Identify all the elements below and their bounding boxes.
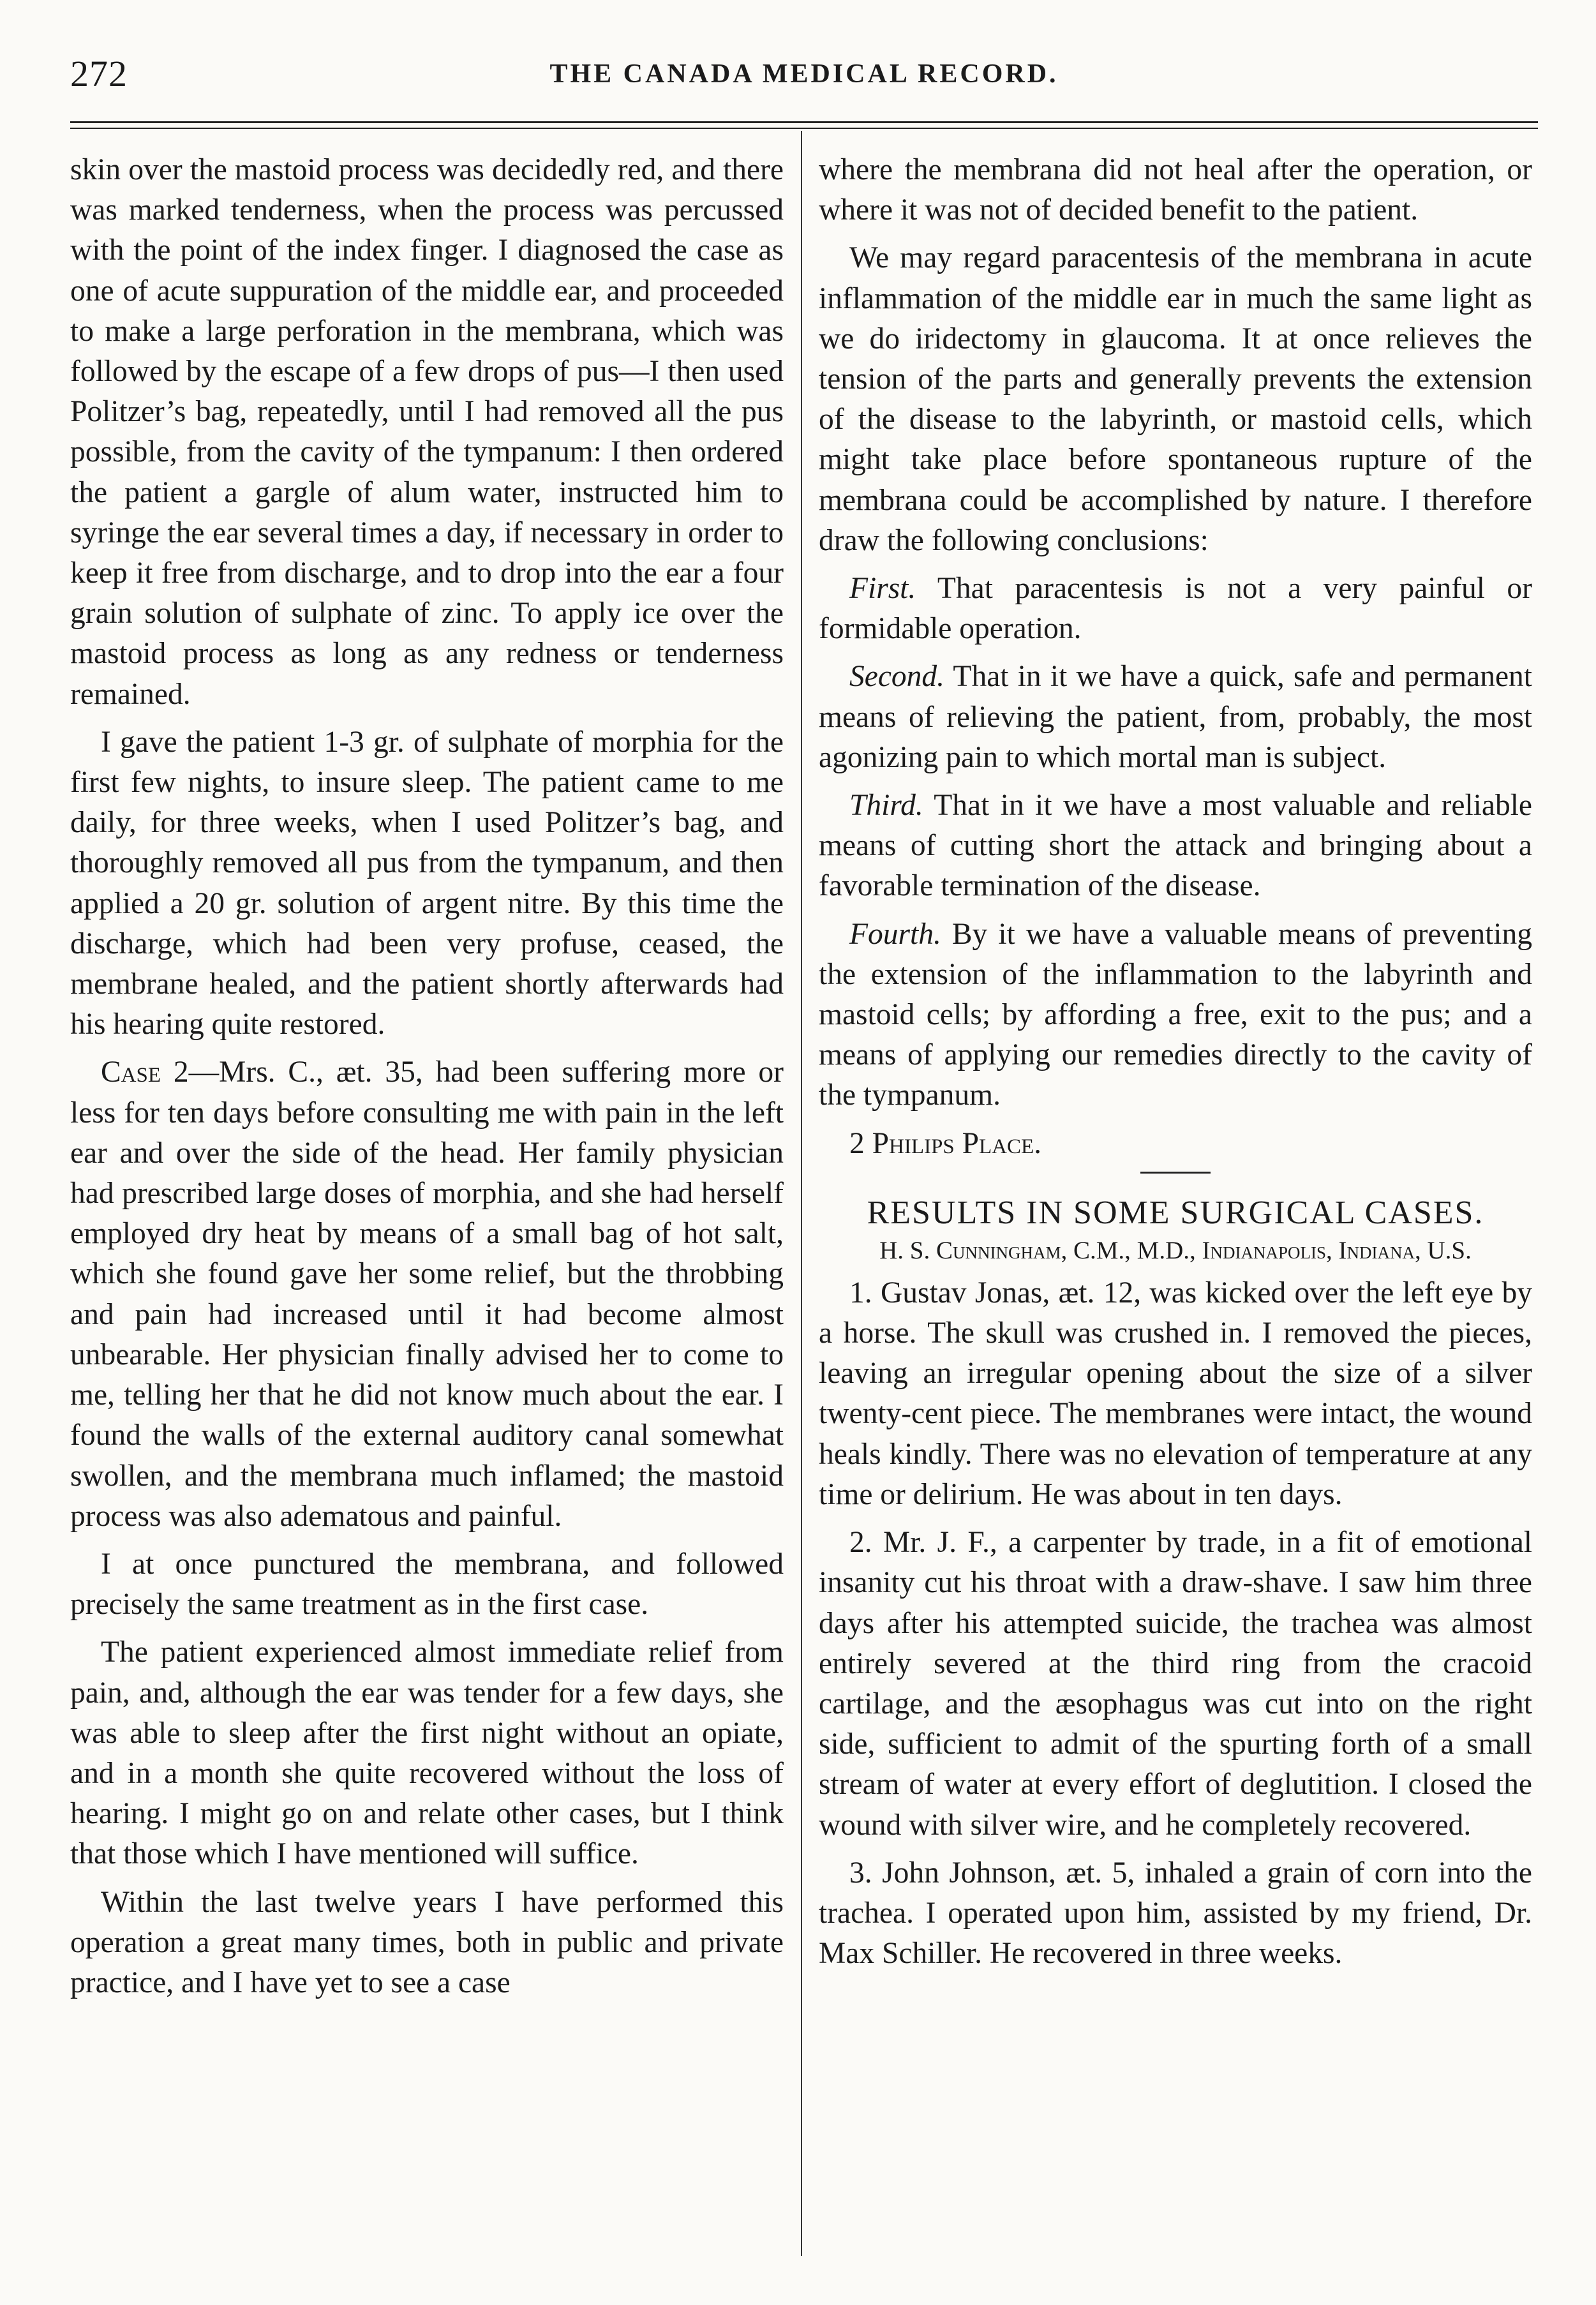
conclusion-text: That in it we have a most valuable and reliable means of cutting short the attack and bringing about a favorable termination of the disease. xyxy=(819,789,1532,903)
conclusion-second xyxy=(819,657,1532,778)
conclusion-fourth xyxy=(819,914,1532,1116)
left-column xyxy=(70,150,784,2011)
paragraph: I at once punctured the membrana, and followed precisely the same treatment as in the first case. xyxy=(70,1547,784,1622)
conclusion-first xyxy=(819,569,1532,649)
case-paragraph: 2. Mr. J. F., a carpenter by trade, in a fit of emotional insanity cut his throat with a draw-shave. I saw him three days after his attempted suicide, the trachea was almost entirely severed at the third ring from the cracoid cartilage, and the æsophagus was cut into on the right side, sufficient to admit of the spurting forth of a small stream of water at every effort of deglutition. I closed the wound with silver wire, and he completely recovered. xyxy=(819,1526,1532,1842)
header-rule xyxy=(70,121,1538,123)
running-head xyxy=(70,52,1538,110)
case-text: —Mrs. C., æt. 35, had been suffering more or less for ten days before consulting me with pain in the left ear and over the side of the head. Her family physician had prescribed large doses of morphia, and she had herself employed dry heat by means of a small bag of hot salt, which she found gave her some relief, but the throbbing and pain had increased until it had become almost unbearable. Her physician finally advised her to come to me, telling her that he did not know much about the ear. I found the walls of the external auditory canal somewhat swollen, and the membrana much inflamed; the mastoid process was also adematous and painful. xyxy=(70,1056,784,1533)
conclusion-label: Second. xyxy=(849,660,945,694)
conclusion-label: Fourth. xyxy=(849,917,941,951)
header-rule-double xyxy=(70,128,1538,129)
article-title: RESULTS IN SOME SURGICAL CASES. xyxy=(867,1194,1484,1231)
section-rule xyxy=(1140,1172,1211,1174)
paragraph: The patient experienced almost immediate relief from pain, and, although the ear was tender for a few days, she was able to sleep after the first night without an opiate, and in a month she quite recovered without the loss of hearing. I might go on and relate other cases, but I think that those which I have mentioned will suffice. xyxy=(70,1636,784,1871)
column-divider xyxy=(801,131,802,2256)
case-label: Case 2 xyxy=(101,1056,189,1089)
journal-title: THE CANADA MEDICAL RECORD. xyxy=(549,59,1059,89)
paragraph: skin over the mastoid process was decidedly red, and there was marked tenderness, when the process was percussed with the point of the index finger. I diagnosed the case as one of acute suppuration of the middle ear, and proceeded to make a large perforation in the membrana, which was followed by the escape of a few drops of pus—I then used Politzer’s bag, repeatedly, until I had removed all the pus possible, from the cavity of the tympanum: I then ordered the patient a gargle of alum water, instructed him to syringe the ear several times a day, if necessary in order to keep it free from discharge, and to drop into the ear a four grain solution of sulphate of zinc. To apply ice over the mastoid process as long as any redness or tenderness remained. xyxy=(70,153,784,711)
case-paragraph: 3. John Johnson, æt. 5, inhaled a grain of corn into the trachea. I operated upon him, assisted by my friend, Dr. Max Schiller. He recovered in three weeks. xyxy=(819,1856,1532,1971)
paragraph: where the membrana did not heal after the operation, or where it was not of decided benefit to the patient. xyxy=(819,153,1532,227)
conclusion-label: First. xyxy=(849,572,916,606)
conclusion-third xyxy=(819,786,1532,907)
conclusion-text: That in it we have a quick, safe and permanent means of relieving the patient, from, probably, the most agonizing pain to which mortal man is subject. xyxy=(819,660,1532,774)
paragraph: We may regard paracentesis of the membrana in acute inflammation of the middle ear in much the same light as we do iridectomy in glaucoma. It at once relieves the tension of the parts and generally prevents the extension of the disease to the labyrinth, or mastoid cells, which might take place before spontaneous rupture of the membrana could be accomplished by nature. I therefore draw the following conclusions: xyxy=(819,241,1532,557)
paragraph: Within the last twelve years I have performed this operation a great many times, both in public and private practice, and I have yet to see a case xyxy=(70,1885,784,1999)
paragraph: I gave the patient 1-3 gr. of sulphate of morphia for the first few nights, to insure sleep. The patient came to me daily, for three weeks, when I used Politzer’s bag, and thoroughly removed all pus from the tympanum, and then applied a 20 gr. solution of argent nitre. By this time the discharge, which had been very profuse, ceased, the membrane healed, and the patient shortly afterwards had his hearing quite restored. xyxy=(70,725,784,1041)
right-column xyxy=(819,150,1532,1981)
author-address: 2 Philips Place. xyxy=(849,1126,1042,1160)
case-paragraph: 1. Gustav Jonas, æt. 12, was kicked over the left eye by a horse. The skull was crushed in. I removed the pieces, leaving an irregular opening about the size of a silver twenty-cent piece. The membranes were intact, the wound heals kindly. There was no elevation of temperature at any time or delirium. He was about in ten days. xyxy=(819,1276,1532,1511)
conclusion-label: Third. xyxy=(849,789,923,823)
conclusion-text: By it we have a valuable means of preventing the extension of the inflammation to the labyrinth and mastoid cells; by affording a free, exit to the pus; and a means of applying our remedies directly to the cavity of the tympanum. xyxy=(819,917,1532,1112)
conclusion-text: That paracentesis is not a very painful or formidable operation. xyxy=(819,572,1532,646)
page-number: 272 xyxy=(70,53,128,94)
article-byline: H. S. Cunningham, C.M., M.D., Indianapolis, Indiana, U.S. xyxy=(879,1236,1472,1264)
case-2-paragraph xyxy=(70,1052,784,1536)
